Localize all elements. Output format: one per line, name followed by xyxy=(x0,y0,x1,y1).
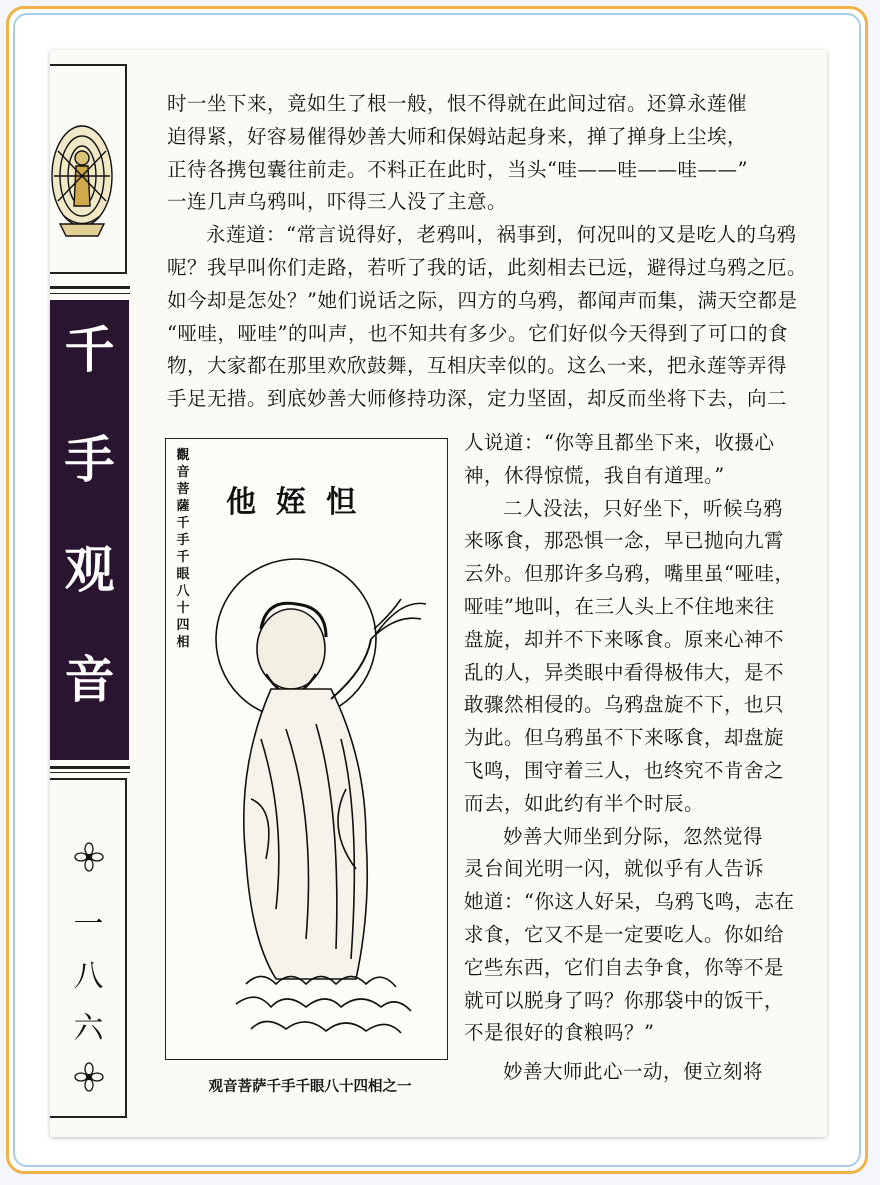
book-title-char: 千 xyxy=(64,320,115,379)
sidebar-rule xyxy=(50,766,130,769)
guanyin-illustration xyxy=(165,438,448,1060)
text-line: 盘旋，却并不下来啄食。原来心神不 xyxy=(464,627,785,651)
book-title-block xyxy=(50,300,129,760)
text-line: 为此。但乌鸦虽不下来啄食，却盘旋 xyxy=(464,726,785,750)
text-line: 手足无措。到底妙善大师修持功深，定力坚固，却反而坐将下去，向二 xyxy=(167,387,788,411)
text-line: 哑哇”地叫，在三人头上不住地来往 xyxy=(464,594,775,618)
text-line: 时一坐下来，竟如生了根一般，恨不得就在此间过宿。还算永莲催 xyxy=(167,92,748,115)
sidebar-rule xyxy=(50,772,130,773)
page-number-char: 八 xyxy=(73,959,104,994)
book-title-char: 手 xyxy=(64,430,115,489)
illustration-caption: 观音菩萨千手千眼八十四相之一 xyxy=(208,1079,412,1095)
illustration-title: 他姪怛 xyxy=(226,485,376,520)
emblem-box xyxy=(50,64,127,274)
text-line: 永莲道：“常言说得好，老鸦叫，祸事到，何况叫的又是吃人的乌鸦 xyxy=(206,223,797,247)
text-line: 灵台间光明一闪，就似乎有人告诉 xyxy=(464,857,765,881)
page-number-char: 一 xyxy=(73,907,104,942)
text-line: 物，大家都在那里欢欣鼓舞，互相庆幸似的。这么一来，把永莲等弄得 xyxy=(167,354,788,378)
text-line: 它些东西，它们自去争食，你等不是 xyxy=(464,955,785,979)
text-line: “哑哇，哑哇”的叫声，也不知共有多少。它们好似今天得到了可口的食 xyxy=(167,321,788,345)
sidebar-rule xyxy=(50,286,130,289)
text-line: 妙善大师此心一动，便立刻将 xyxy=(503,1060,764,1084)
sidebar-rule xyxy=(50,293,130,294)
book-title-char: 音 xyxy=(64,650,115,709)
flower-ornament-icon xyxy=(74,842,104,872)
guanyin-figure-drawing xyxy=(166,439,446,1059)
book-title-char: 观 xyxy=(64,540,115,599)
text-line: 二人没法，只好坐下，听候乌鸦 xyxy=(503,496,784,520)
text-line: 飞鸣，围守着三人，也终究不肯舍之 xyxy=(464,758,785,782)
flower-ornament-icon xyxy=(74,1062,104,1092)
text-line: 正待各携包囊往前走。不料正在此时，当头“哇——哇——哇——” xyxy=(167,157,748,181)
page-number-char: 六 xyxy=(73,1011,104,1046)
text-line: 她道：“你这人好呆，乌鸦飞鸣，志在 xyxy=(464,890,795,914)
illustration-vertical-text: 觀音菩薩千手千眼八十四相 xyxy=(176,448,190,650)
text-line: 而去，如此约有半个时辰。 xyxy=(464,791,705,815)
text-line: 呢？我早叫你们走路，若听了我的话，此刻相去已远，避得过乌鸦之厄。 xyxy=(167,255,808,279)
text-line: 就可以脱身了吗？你那袋中的饭干， xyxy=(464,988,785,1012)
text-line: 人说道：“你等且都坐下来，收摄心 xyxy=(464,431,775,454)
text-line: 迫得紧，好容易催得妙善大师和保姆站起身来，掸了掸身上尘埃， xyxy=(167,124,748,148)
text-line: 妙善大师坐到分际，忽然觉得 xyxy=(503,824,764,848)
text-line: 一连几声乌鸦叫，吓得三人没了主意。 xyxy=(167,190,508,214)
sidebar xyxy=(50,50,130,1137)
text-line: 云外。但那许多乌鸦，嘴里虽“哑哇， xyxy=(464,562,795,586)
text-line: 乱的人，异类眼中看得极伟大，是不 xyxy=(464,660,785,684)
text-line: 求食，它又不是一定要吃人。你如给 xyxy=(464,922,785,946)
text-line: 来啄食，那恐惧一念，早已抛向九霄 xyxy=(464,529,785,553)
page-number-box xyxy=(50,778,127,1118)
text-line: 敢骤然相侵的。乌鸦盘旋不下，也只 xyxy=(464,693,785,717)
text-line: 不是很好的食粮吗？” xyxy=(464,1021,655,1045)
guanyin-emblem-icon xyxy=(50,66,126,272)
book-page xyxy=(50,50,827,1137)
body-text-top xyxy=(167,88,812,416)
text-line: 神，休得惊慌，我自有道理。” xyxy=(464,463,725,487)
body-text-side xyxy=(464,427,814,1089)
text-line: 如今却是怎处？”她们说话之际，四方的乌鸦，都闻声而集，满天空都是 xyxy=(167,288,798,312)
